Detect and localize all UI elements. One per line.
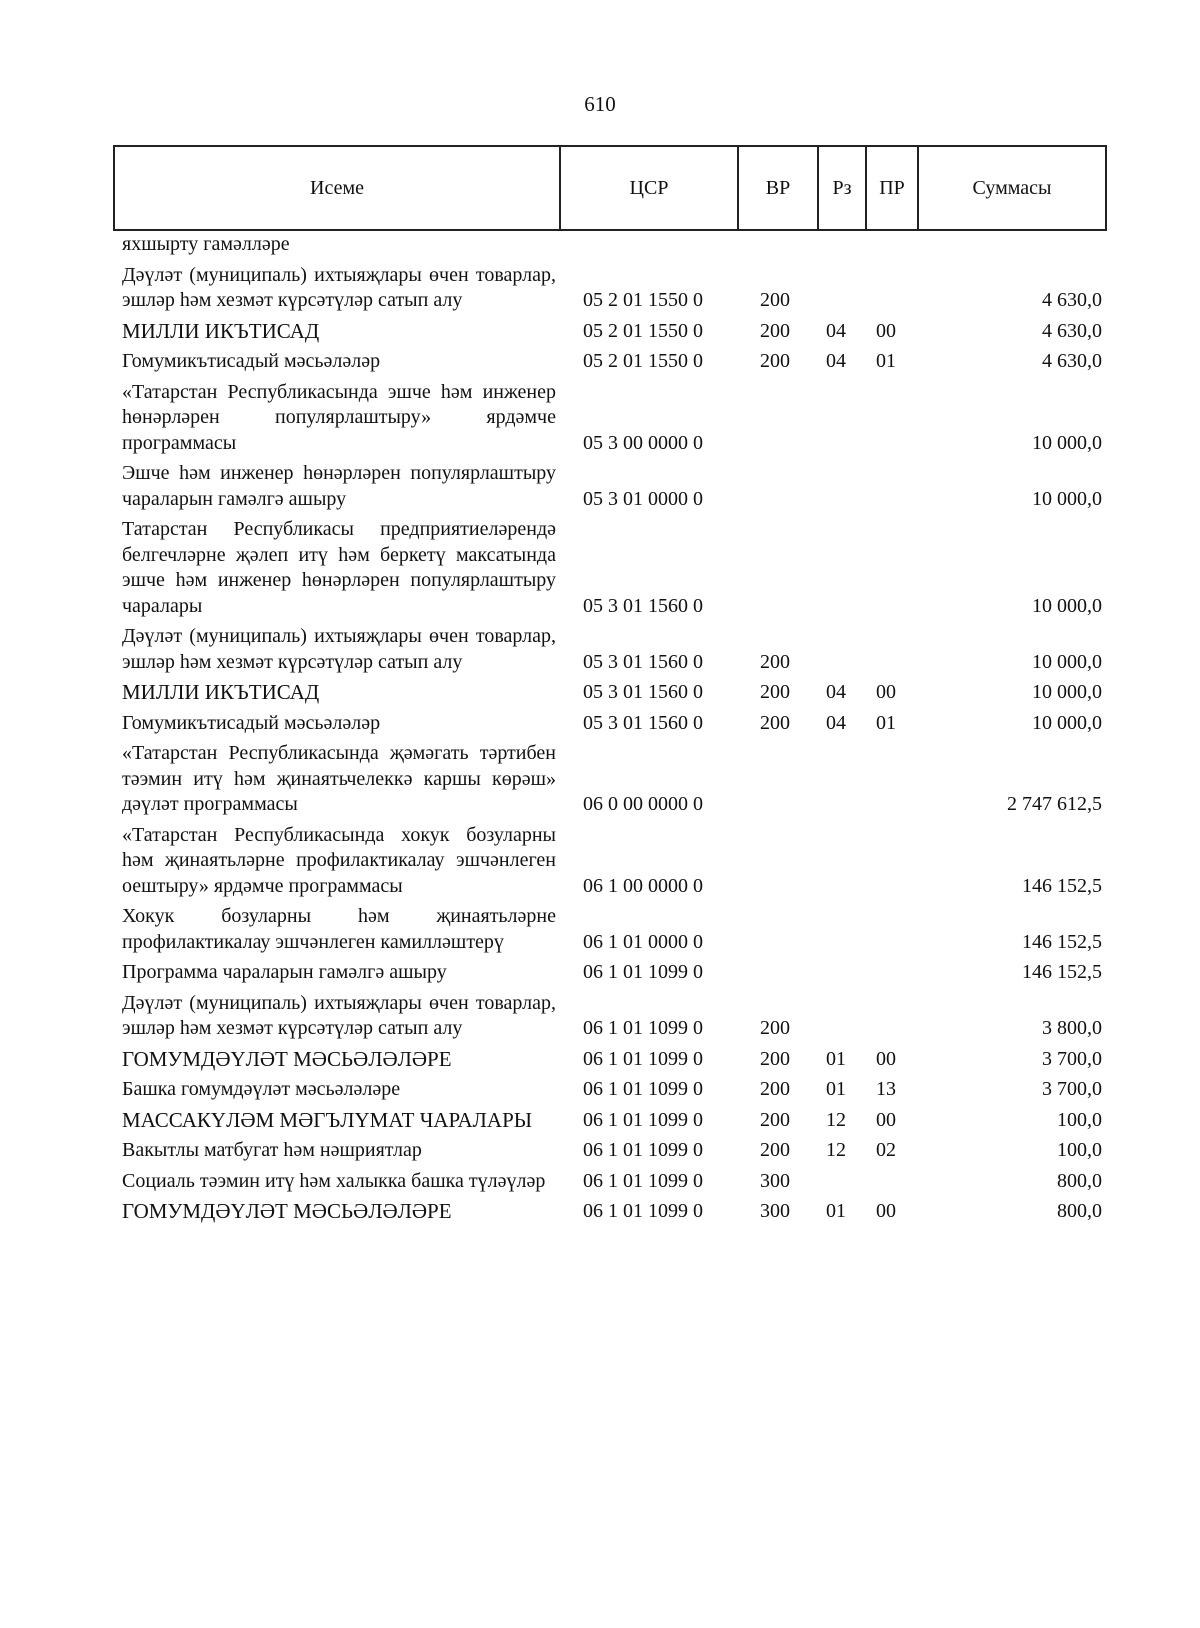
row-name: МАССАКҮЛӘМ МӘГЪЛҮМАТ ЧАРАЛАРЫ xyxy=(122,1107,533,1132)
row-pr: 00 xyxy=(876,319,896,342)
row-vr: 200 xyxy=(760,1139,790,1161)
row-vr: 200 xyxy=(760,1047,790,1070)
row-sum: 146 152,5 xyxy=(1022,961,1102,983)
table-row xyxy=(122,991,1102,1042)
header-row xyxy=(114,146,1106,230)
row-rz: 12 xyxy=(826,1108,846,1131)
row-csr: 05 3 01 1560 0 xyxy=(583,594,703,617)
row-name: Эшче һәм инженер һөнәрләрен популярлаштыру чараларын гамәлгә ашыру xyxy=(122,462,556,510)
table-row xyxy=(122,319,1102,345)
row-vr: 200 xyxy=(760,289,790,311)
row-name: МИЛЛИ ИКЪТИСАД xyxy=(122,318,320,343)
row-vr: 200 xyxy=(760,319,790,342)
row-name: Башка гомумдәүләт мәсьәләләре xyxy=(122,1078,401,1100)
row-csr: 06 1 01 1099 0 xyxy=(583,1047,703,1070)
row-name: ГОМУМДӘҮЛӘТ МӘСЬӘЛӘЛӘРЕ xyxy=(122,1199,452,1223)
table-row xyxy=(122,461,1102,512)
row-sum: 10 000,0 xyxy=(1032,594,1102,617)
row-rz: 01 xyxy=(826,1078,846,1100)
row-csr: 05 3 00 0000 0 xyxy=(583,431,703,454)
page-number: 610 xyxy=(584,92,616,116)
table-row xyxy=(122,263,1102,314)
budget-table-body xyxy=(122,232,1102,1225)
row-csr: 05 3 01 1560 0 xyxy=(583,681,703,703)
row-rz: 04 xyxy=(826,319,846,342)
row-csr: 06 1 01 0000 0 xyxy=(583,930,703,953)
row-name: «Татарстан Республикасында эшче һәм инженер һөнәрләрен популярлаштыру» ярдәмче программасы xyxy=(122,380,556,454)
row-sum: 100,0 xyxy=(1057,1108,1102,1131)
row-rz: 12 xyxy=(826,1139,846,1161)
header-name: Исеме xyxy=(114,146,560,230)
table-row xyxy=(122,741,1102,818)
table-row xyxy=(122,1199,1102,1225)
row-csr: 05 3 01 0000 0 xyxy=(583,487,703,510)
row-vr: 200 xyxy=(760,1078,790,1100)
row-csr: 05 3 01 1560 0 xyxy=(583,650,703,673)
row-name: Гомумикътисадый мәсьәләләр xyxy=(122,350,381,372)
row-sum: 800,0 xyxy=(1057,1200,1102,1222)
table-row xyxy=(122,1169,1102,1195)
row-vr: 200 xyxy=(760,650,790,673)
table-row xyxy=(122,904,1102,955)
table-row xyxy=(122,232,1102,258)
table-row xyxy=(122,1047,1102,1073)
table-row xyxy=(122,380,1102,457)
row-csr: 06 0 00 0000 0 xyxy=(583,793,703,815)
row-sum: 3 700,0 xyxy=(1042,1078,1102,1100)
row-sum: 4 630,0 xyxy=(1042,289,1102,311)
row-name: яхшырту гамәлләре xyxy=(122,233,290,255)
row-csr: 05 2 01 1550 0 xyxy=(583,350,703,372)
row-vr: 200 xyxy=(760,1108,790,1131)
row-sum: 146 152,5 xyxy=(1022,930,1102,953)
row-sum: 4 630,0 xyxy=(1042,319,1102,342)
row-pr: 02 xyxy=(876,1139,896,1161)
row-sum: 3 700,0 xyxy=(1042,1047,1102,1070)
header-pr: ПР xyxy=(866,146,918,230)
row-name: «Татарстан Республикасында хокук бозуларны һәм җинаятьләрне профилактикалау эшчәнлеген оештыру» ярдәмче программасы xyxy=(122,823,556,897)
row-vr: 300 xyxy=(760,1200,790,1222)
table-row xyxy=(122,349,1102,375)
row-vr: 200 xyxy=(760,711,790,734)
row-pr: 00 xyxy=(876,1047,896,1070)
row-rz: 04 xyxy=(826,711,846,734)
row-sum: 10 000,0 xyxy=(1032,650,1102,673)
header-vr: ВР xyxy=(738,146,818,230)
row-name: Дәүләт (муниципаль) ихтыяҗлары өчен товарлар, эшләр һәм хезмәт күрсәтүләр сатып алу xyxy=(122,263,556,311)
row-csr: 06 1 01 1099 0 xyxy=(583,1139,703,1161)
row-sum: 146 152,5 xyxy=(1022,874,1102,897)
table-row xyxy=(122,624,1102,675)
row-vr: 300 xyxy=(760,1169,790,1192)
row-sum: 3 800,0 xyxy=(1042,1017,1102,1039)
row-csr: 06 1 00 0000 0 xyxy=(583,874,703,897)
row-pr: 01 xyxy=(876,350,896,372)
row-pr: 00 xyxy=(876,1108,896,1131)
row-name: Дәүләт (муниципаль) ихтыяҗлары өчен товарлар, эшләр һәм хезмәт күрсәтүләр сатып алу xyxy=(122,991,556,1039)
row-csr: 06 1 01 1099 0 xyxy=(583,1108,703,1131)
row-sum: 10 000,0 xyxy=(1032,487,1102,510)
table-row xyxy=(122,517,1102,619)
row-sum: 800,0 xyxy=(1057,1169,1102,1192)
row-name: «Татарстан Республикасында җәмәгать тәртибен тәэмин итү һәм җинаятьчелеккә каршы көрәш» дәүләт программасы xyxy=(122,742,556,815)
table-header xyxy=(113,145,1107,231)
row-rz: 01 xyxy=(826,1200,846,1222)
row-pr: 01 xyxy=(876,711,896,734)
row-rz: 01 xyxy=(826,1047,846,1070)
header-rz: Рз xyxy=(818,146,866,230)
row-sum: 10 000,0 xyxy=(1032,711,1102,734)
row-name: Дәүләт (муниципаль) ихтыяҗлары өчен товарлар, эшләр һәм хезмәт күрсәтүләр сатып алу xyxy=(122,625,556,673)
row-csr: 06 1 01 1099 0 xyxy=(583,1169,703,1192)
row-name: ГОМУМДӘҮЛӘТ МӘСЬӘЛӘЛӘРЕ xyxy=(122,1046,452,1071)
row-name: Программа чараларын гамәлгә ашыру xyxy=(122,961,447,983)
header-sum: Суммасы xyxy=(918,146,1106,230)
row-csr: 06 1 01 1099 0 xyxy=(583,1200,703,1222)
row-csr: 06 1 01 1099 0 xyxy=(583,961,703,983)
table-row xyxy=(122,1108,1102,1134)
row-rz: 04 xyxy=(826,350,846,372)
row-csr: 06 1 01 1099 0 xyxy=(583,1017,703,1039)
row-rz: 04 xyxy=(826,681,846,703)
row-csr: 05 2 01 1550 0 xyxy=(583,319,703,342)
row-sum: 10 000,0 xyxy=(1032,681,1102,703)
row-vr: 200 xyxy=(760,681,790,703)
table-row xyxy=(122,823,1102,900)
table-row xyxy=(122,960,1102,986)
table-row xyxy=(122,711,1102,737)
header-csr: ЦСР xyxy=(560,146,738,230)
row-name: МИЛЛИ ИКЪТИСАД xyxy=(122,680,320,704)
row-vr: 200 xyxy=(760,1017,790,1039)
row-sum: 2 747 612,5 xyxy=(1007,793,1102,815)
row-sum: 10 000,0 xyxy=(1032,431,1102,454)
row-name: Вакытлы матбугат һәм нәшриятлар xyxy=(122,1139,422,1161)
row-name: Гомумикътисадый мәсьәләләр xyxy=(122,711,381,734)
row-pr: 13 xyxy=(876,1078,896,1100)
row-csr: 05 3 01 1560 0 xyxy=(583,711,703,734)
row-sum: 4 630,0 xyxy=(1042,350,1102,372)
row-vr: 200 xyxy=(760,350,790,372)
table-row xyxy=(122,680,1102,706)
table-row xyxy=(122,1077,1102,1103)
table-row xyxy=(122,1138,1102,1164)
row-sum: 100,0 xyxy=(1057,1139,1102,1161)
row-csr: 06 1 01 1099 0 xyxy=(583,1078,703,1100)
row-csr: 05 2 01 1550 0 xyxy=(583,289,703,311)
row-name: Социаль тәэмин итү һәм халыкка башка түләүләр xyxy=(122,1169,546,1192)
row-pr: 00 xyxy=(876,681,896,703)
row-name: Татарстан Республикасы предприятиеләрендә белгечләрне җәлеп итү һәм беркетү максатында эшче һәм инженер һөнәрләрен популярлаштыру чаралары xyxy=(122,518,556,617)
row-pr: 00 xyxy=(876,1200,896,1222)
row-name: Хокук бозуларны һәм җинаятьләрне профилактикалау эшчәнлеген камилләштерү xyxy=(122,905,556,953)
